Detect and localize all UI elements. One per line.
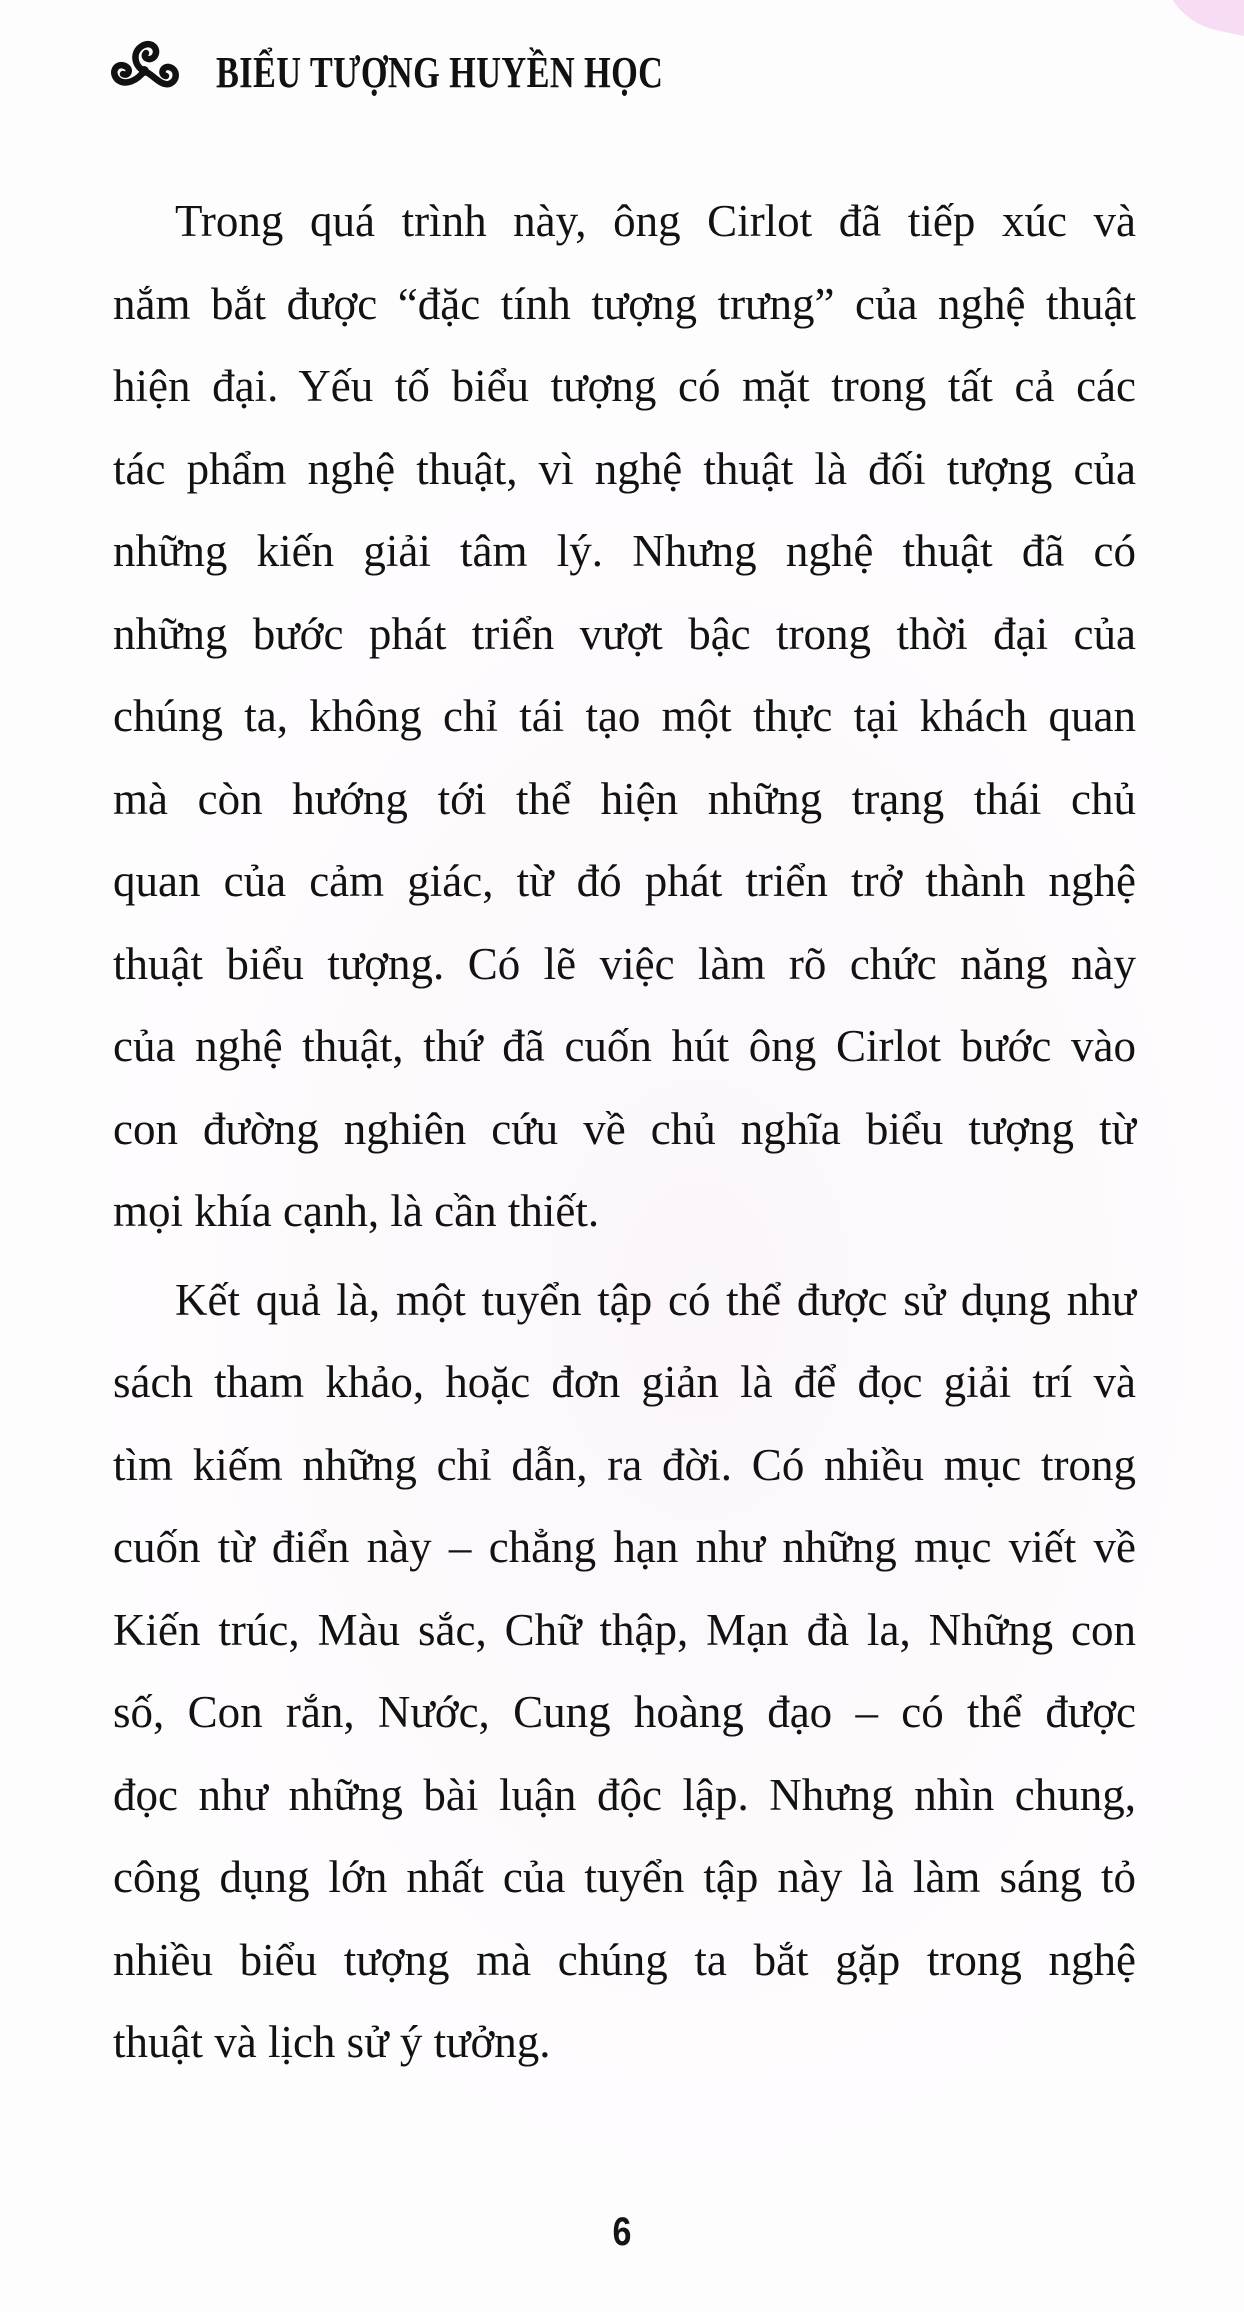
paragraph <box>113 180 1136 1253</box>
book-title-header: BIỂU TƯỢNG HUYỀN HỌC <box>216 48 664 97</box>
text-line: thuật biểu tượng. Có lẽ việc làm rõ chức năng này <box>113 938 1136 989</box>
paragraph <box>113 1259 1136 2084</box>
text-line: công dụng lớn nhất của tuyển tập này là làm sáng tỏ <box>113 1852 1136 1902</box>
text-line: chúng ta, không chỉ tái tạo một thực tại khách quan <box>113 691 1136 741</box>
text-line: thuật và lịch sử ý tưởng. <box>113 2017 551 2067</box>
text-line: Trong quá trình này, ông Cirlot đã tiếp xúc và <box>175 196 1136 246</box>
text-line: những bước phát triển vượt bậc trong thời đại của <box>113 608 1136 659</box>
text-line: những kiến giải tâm lý. Nhưng nghệ thuật đã có <box>113 526 1136 576</box>
text-line: hiện đại. Yếu tố biểu tượng có mặt trong tất cả các <box>113 361 1136 411</box>
text-line: con đường nghiên cứu về chủ nghĩa biểu tượng từ <box>113 1103 1136 1154</box>
text-line: Kết quả là, một tuyển tập có thể được sử dụng như <box>175 1274 1136 1325</box>
body-text <box>113 180 1136 2084</box>
page-number: 6 <box>612 2210 632 2254</box>
text-line: sách tham khảo, hoặc đơn giản là để đọc giải trí và <box>113 1357 1136 1407</box>
text-line: của nghệ thuật, thứ đã cuốn hút ông Cirlot bước vào <box>113 1021 1136 1071</box>
text-line: đọc như những bài luận độc lập. Nhưng nhìn chung, <box>113 1769 1136 1820</box>
text-line: nhiều biểu tượng mà chúng ta bắt gặp trong nghệ <box>113 1934 1136 1985</box>
text-line: tác phẩm nghệ thuật, vì nghệ thuật là đối tượng của <box>113 443 1136 494</box>
text-line: mà còn hướng tới thể hiện những trạng thái chủ <box>113 773 1136 824</box>
text-line: Kiến trúc, Màu sắc, Chữ thập, Mạn đà la, Những con <box>113 1604 1136 1655</box>
text-line: mọi khía cạnh, là cần thiết. <box>113 1186 600 1236</box>
text-line: quan của cảm giác, từ đó phát triển trở thành nghệ <box>113 856 1136 906</box>
text-line: nắm bắt được “đặc tính tượng trưng” của nghệ thuật <box>113 278 1136 329</box>
page-corner-tint <box>1148 0 1244 43</box>
text-line: tìm kiếm những chỉ dẫn, ra đời. Có nhiều mục trong <box>113 1439 1136 1490</box>
running-header <box>108 38 790 104</box>
triskele-icon <box>108 38 180 104</box>
text-line: cuốn từ điển này – chẳng hạn như những mục viết về <box>113 1522 1136 1572</box>
text-line: số, Con rắn, Nước, Cung hoàng đạo – có thể được <box>113 1687 1136 1737</box>
